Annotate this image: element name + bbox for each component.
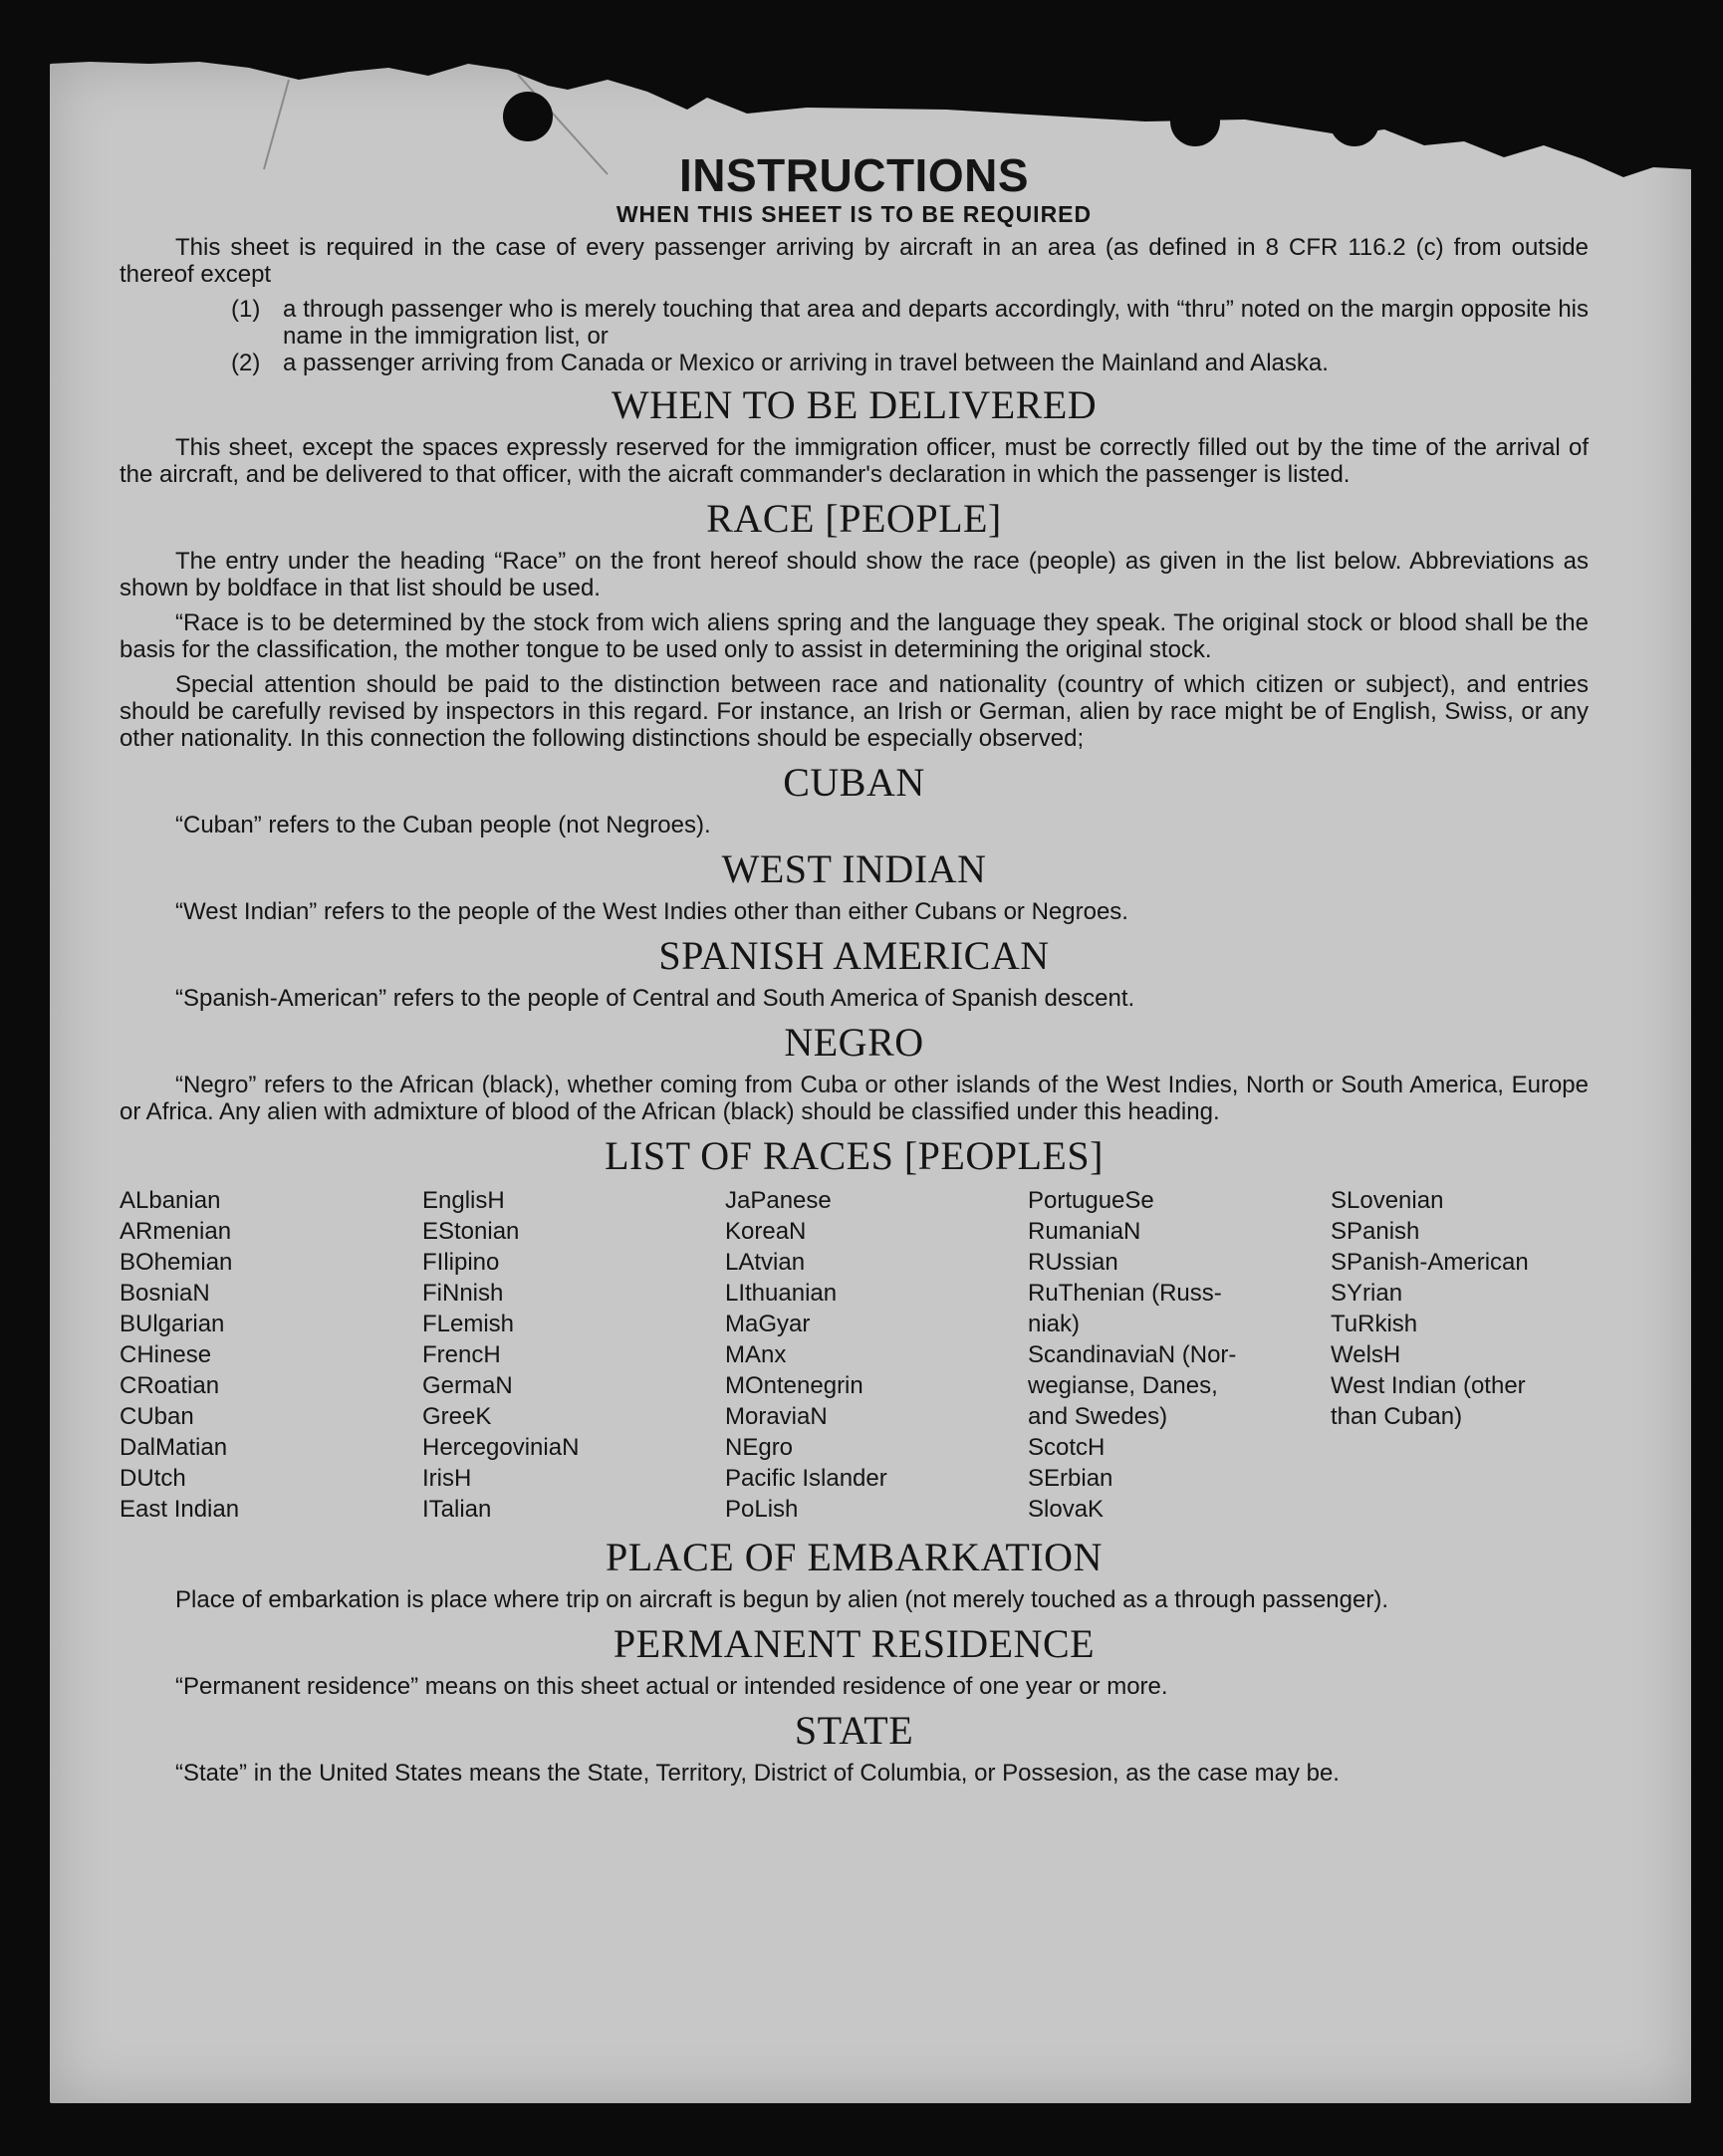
race-entry: SlovaK [1028,1496,1105,1523]
punch-hole-left [503,92,553,141]
race-entry: LAtvian [725,1249,806,1276]
race-column [422,1185,725,1525]
exception-item [231,296,1589,350]
negro-paragraph: “Negro” refers to the African (black), whether coming from Cuba or other islands of the West Indies, North or South America, Europe or Africa. Any alien with admixture of blood of the African (black) should be classified under this heading. [120,1072,1589,1125]
spanish-american-paragraph: “Spanish-American” refers to the people of Central and South America of Spanish descent. [175,985,1135,1012]
heading-cuban: CUBAN [783,760,925,805]
race-entry: GermaN [422,1372,513,1399]
race-entry: RUssian [1028,1249,1118,1276]
race-entry: MoraviaN [725,1403,828,1430]
heading-west-indian: WEST INDIAN [721,846,987,891]
race-entry: ALbanian [120,1187,221,1214]
race-entry: DalMatian [120,1434,228,1461]
heading-negro: NEGRO [784,1020,924,1065]
race-entry: SPanish [1331,1218,1420,1245]
race-entry: SErbian [1028,1465,1113,1492]
delivered-paragraph: This sheet, except the spaces expressly reserved for the immigration officer, must be correctly filled out by the time of the arrival of the aircraft, and be delivered to that officer, with the aicraft commander's declaration in which the passenger is listed. [120,434,1589,488]
exception-text: a passenger arriving from Canada or Mexico or arriving in travel between the Mainland and Alaska. [283,350,1329,376]
race-entry: ARmenian [120,1218,232,1245]
embarkation-paragraph: Place of embarkation is place where trip on aircraft is begun by alien (not merely touched as a through passenger). [175,1586,1388,1613]
heading-list-of-races: LIST OF RACES [PEOPLES] [605,1133,1104,1178]
race-column [120,1185,422,1525]
punch-hole-middle [1170,97,1220,146]
race-entry: EStonian [422,1218,520,1245]
race-entry: NEgro [725,1434,794,1461]
race-entry: ITalian [422,1496,492,1523]
race-entry: BUlgarian [120,1311,225,1337]
race-entry: PoLish [725,1496,799,1523]
race-entry: FIlipino [422,1249,500,1276]
heading-spanish-american: SPANISH AMERICAN [658,933,1050,978]
residence-paragraph: “Permanent residence” means on this sheet actual or intended residence of one year or more. [175,1673,1168,1700]
race-entry: TuRkish [1331,1311,1418,1337]
race-column [725,1185,1028,1525]
race-entry: GreeK [422,1403,492,1430]
exception-number: (2) [231,350,261,376]
race-column [1028,1185,1331,1525]
race-entry: ScotcH [1028,1434,1106,1461]
instructions-content [120,149,1589,1795]
west-indian-paragraph: “West Indian” refers to the people of the West Indies other than either Cubans or Negroes. [175,898,1128,925]
race-entry: CHinese [120,1341,212,1368]
race-entry: CUban [120,1403,194,1430]
race-entry: FLemish [422,1311,515,1337]
state-paragraph: “State” in the United States means the State, Territory, District of Columbia, or Possesion, as the case may be. [175,1760,1340,1787]
race-entry: SYrian [1331,1280,1403,1307]
race-entry: MOntenegrin [725,1372,863,1399]
heading-race: RACE [PEOPLE] [706,496,1002,541]
race-entry: DUtch [120,1465,186,1492]
cuban-paragraph: “Cuban” refers to the Cuban people (not Negroes). [175,812,711,838]
page-title: INSTRUCTIONS [679,149,1029,201]
race-list [120,1185,1589,1525]
race-entry: WelsH [1331,1341,1401,1368]
race-entry: MaGyar [725,1311,811,1337]
race-entry: MAnx [725,1341,787,1368]
race-entry: BOhemian [120,1249,233,1276]
race-entry: Pacific Islander [725,1465,887,1492]
race-entry: PortugueSe [1028,1187,1154,1214]
race-entry: FrencH [422,1341,501,1368]
intro-paragraph: This sheet is required in the case of every passenger arriving by aircraft in an area (as defined in 8 CFR 116.2 (c) from outside thereof except [120,234,1589,288]
race-entry: West Indian (other than Cuban) [1331,1372,1526,1430]
heading-place-of-embarkation: PLACE OF EMBARKATION [606,1535,1103,1579]
heading-permanent-residence: PERMANENT RESIDENCE [613,1621,1096,1666]
race-entry: RuThenian (Russ- niak) [1028,1280,1222,1337]
heading-when-to-be-delivered: WHEN TO BE DELIVERED [611,382,1098,427]
race-entry: ScandinaviaN (Nor- wegianse, Danes, and Swedes) [1028,1341,1237,1430]
heading-state: STATE [794,1708,914,1753]
race-entry: IrisH [422,1465,472,1492]
race-entry: JaPanese [725,1187,832,1214]
race-entry: EnglisH [422,1187,505,1214]
race-paragraph-2: “Race is to be determined by the stock from wich aliens spring and the language they speak. The original stock or blood shall be the basis for the classification, the mother tongue to be used only to assist in determining the original stock. [120,609,1589,663]
race-entry: East Indian [120,1496,240,1523]
race-entry: SPanish-American [1331,1249,1529,1276]
race-column [1331,1185,1590,1525]
page-subtitle: WHEN THIS SHEET IS TO BE REQUIRED [615,201,1093,227]
exception-number: (1) [231,296,261,323]
race-entry: BosniaN [120,1280,210,1307]
race-entry: SLovenian [1331,1187,1444,1214]
race-paragraph-1: The entry under the heading “Race” on the front hereof should show the race (people) as given in the list below. Abbreviations as shown by boldface in that list should be used. [120,548,1589,601]
race-entry: RumaniaN [1028,1218,1141,1245]
race-paragraph-3: Special attention should be paid to the distinction between race and nationality (country of which citizen or subject), and entries should be carefully revised by inspectors in this regard. For instance, an Irish or German, alien by race might be of English, Swiss, or any other nationality. In this connection the following distinctions should be especially observed; [120,671,1589,752]
race-entry: LIthuanian [725,1280,838,1307]
race-entry: HercegoviniaN [422,1434,580,1461]
exception-text: a through passenger who is merely touching that area and departs accordingly, with “thru” noted on the margin opposite his name in the immigration list, or [283,296,1589,350]
race-entry: FiNnish [422,1280,504,1307]
race-entry: KoreaN [725,1218,807,1245]
exception-item [231,350,1589,376]
race-entry: CRoatian [120,1372,220,1399]
punch-hole-right [1330,97,1379,146]
